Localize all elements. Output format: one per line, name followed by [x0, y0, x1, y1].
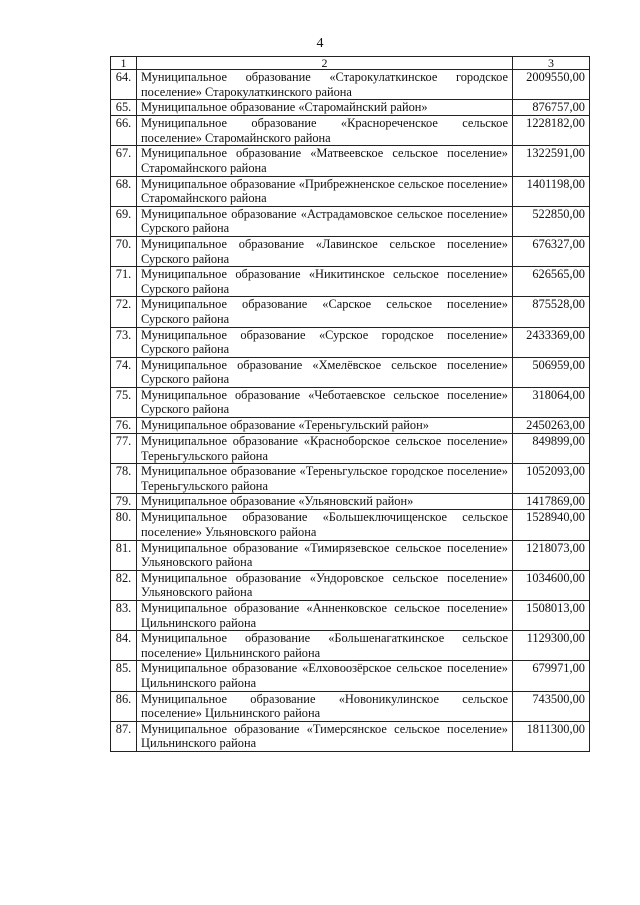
amount-cell: 2450263,00 — [513, 418, 590, 434]
row-number: 66. — [111, 116, 137, 146]
municipality-name: Муниципальное образование «Тимирязевское сельское поселение» Ульяновского района — [137, 540, 513, 570]
municipalities-table — [110, 56, 590, 752]
municipality-name: Муниципальное образование «Елховоозёрское сельское поселение» Цильнинского района — [137, 661, 513, 691]
table-row — [111, 70, 590, 100]
table-row — [111, 267, 590, 297]
row-number: 87. — [111, 721, 137, 751]
amount-cell: 676327,00 — [513, 236, 590, 266]
row-number: 70. — [111, 236, 137, 266]
municipality-name: Муниципальное образование «Ундоровское сельское поселение» Ульяновского района — [137, 570, 513, 600]
table-row — [111, 297, 590, 327]
amount-cell: 679971,00 — [513, 661, 590, 691]
municipality-name: Муниципальное образование «Никитинское сельское поселение» Сурского района — [137, 267, 513, 297]
row-number: 72. — [111, 297, 137, 327]
table-row — [111, 464, 590, 494]
column-header-name: 2 — [137, 57, 513, 70]
table-row — [111, 631, 590, 661]
table-row — [111, 327, 590, 357]
municipality-name: Муниципальное образование «Прибрежненское сельское поселение» Старомайнского района — [137, 176, 513, 206]
amount-cell: 2433369,00 — [513, 327, 590, 357]
amount-cell: 876757,00 — [513, 100, 590, 116]
municipality-name: Муниципальное образование «Сурское городское поселение» Сурского района — [137, 327, 513, 357]
amount-cell: 1401198,00 — [513, 176, 590, 206]
page-number: 4 — [316, 36, 324, 51]
municipality-name: Муниципальное образование «Астрадамовское сельское поселение» Сурского района — [137, 206, 513, 236]
table-row — [111, 100, 590, 116]
municipality-name: Муниципальное образование «Тимерсянское сельское поселение» Цильнинского района — [137, 721, 513, 751]
amount-cell: 318064,00 — [513, 387, 590, 417]
municipality-name: Муниципальное образование «Сарское сельское поселение» Сурского района — [137, 297, 513, 327]
row-number: 74. — [111, 357, 137, 387]
amount-cell: 506959,00 — [513, 357, 590, 387]
row-number: 85. — [111, 661, 137, 691]
table-row — [111, 494, 590, 510]
table-row — [111, 434, 590, 464]
table-row — [111, 357, 590, 387]
amount-cell: 1528940,00 — [513, 510, 590, 540]
table-row — [111, 146, 590, 176]
row-number: 67. — [111, 146, 137, 176]
amount-cell: 1322591,00 — [513, 146, 590, 176]
row-number: 78. — [111, 464, 137, 494]
amount-cell: 849899,00 — [513, 434, 590, 464]
amount-cell: 522850,00 — [513, 206, 590, 236]
row-number: 68. — [111, 176, 137, 206]
table-row — [111, 540, 590, 570]
table-row — [111, 661, 590, 691]
row-number: 71. — [111, 267, 137, 297]
table-row — [111, 418, 590, 434]
row-number: 80. — [111, 510, 137, 540]
row-number: 73. — [111, 327, 137, 357]
municipality-name: Муниципальное образование «Большеключищенское сельское поселение» Ульяновского района — [137, 510, 513, 540]
amount-cell: 1034600,00 — [513, 570, 590, 600]
table-row — [111, 570, 590, 600]
municipality-name: Муниципальное образование «Хмелёвское сельское поселение» Сурского района — [137, 357, 513, 387]
amount-cell: 1417869,00 — [513, 494, 590, 510]
municipality-name: Муниципальное образование «Старомайнский район» — [137, 100, 513, 116]
row-number: 65. — [111, 100, 137, 116]
amount-cell: 875528,00 — [513, 297, 590, 327]
table-row — [111, 510, 590, 540]
amount-cell: 1811300,00 — [513, 721, 590, 751]
table-row — [111, 236, 590, 266]
column-header-amount: 3 — [513, 57, 590, 70]
amount-cell: 743500,00 — [513, 691, 590, 721]
row-number: 84. — [111, 631, 137, 661]
table-row — [111, 176, 590, 206]
amount-cell: 1052093,00 — [513, 464, 590, 494]
row-number: 83. — [111, 601, 137, 631]
amount-cell: 1129300,00 — [513, 631, 590, 661]
table-row — [111, 387, 590, 417]
table-row — [111, 206, 590, 236]
table-row — [111, 116, 590, 146]
municipality-name: Муниципальное образование «Тереньгульский район» — [137, 418, 513, 434]
column-header-number: 1 — [111, 57, 137, 70]
amount-cell: 626565,00 — [513, 267, 590, 297]
municipality-name: Муниципальное образование «Анненковское сельское поселение» Цильнинского района — [137, 601, 513, 631]
amount-cell: 1228182,00 — [513, 116, 590, 146]
amount-cell: 1218073,00 — [513, 540, 590, 570]
row-number: 81. — [111, 540, 137, 570]
row-number: 79. — [111, 494, 137, 510]
amount-cell: 1508013,00 — [513, 601, 590, 631]
table-row — [111, 721, 590, 751]
municipality-name: Муниципальное образование «Матвеевское сельское поселение» Старомайнского района — [137, 146, 513, 176]
row-number: 86. — [111, 691, 137, 721]
row-number: 76. — [111, 418, 137, 434]
municipality-name: Муниципальное образование «Чеботаевское сельское поселение» Сурского района — [137, 387, 513, 417]
row-number: 75. — [111, 387, 137, 417]
municipality-name: Муниципальное образование «Старокулаткинское городское поселение» Старокулаткинского района — [137, 70, 513, 100]
municipality-name: Муниципальное образование «Краснореченское сельское поселение» Старомайнского района — [137, 116, 513, 146]
municipality-name: Муниципальное образование «Тереньгульское городское поселение» Тереньгульского района — [137, 464, 513, 494]
municipality-name: Муниципальное образование «Ульяновский район» — [137, 494, 513, 510]
row-number: 82. — [111, 570, 137, 600]
municipality-name: Муниципальное образование «Большенагаткинское сельское поселение» Цильнинского района — [137, 631, 513, 661]
table-header-row — [111, 57, 590, 70]
table-row — [111, 601, 590, 631]
table-row — [111, 691, 590, 721]
municipality-name: Муниципальное образование «Красноборское сельское поселение» Тереньгульского района — [137, 434, 513, 464]
amount-cell: 2009550,00 — [513, 70, 590, 100]
municipality-name: Муниципальное образование «Лавинское сельское поселение» Сурского района — [137, 236, 513, 266]
row-number: 69. — [111, 206, 137, 236]
municipality-name: Муниципальное образование «Новоникулинское сельское поселение» Цильнинского района — [137, 691, 513, 721]
row-number: 77. — [111, 434, 137, 464]
row-number: 64. — [111, 70, 137, 100]
